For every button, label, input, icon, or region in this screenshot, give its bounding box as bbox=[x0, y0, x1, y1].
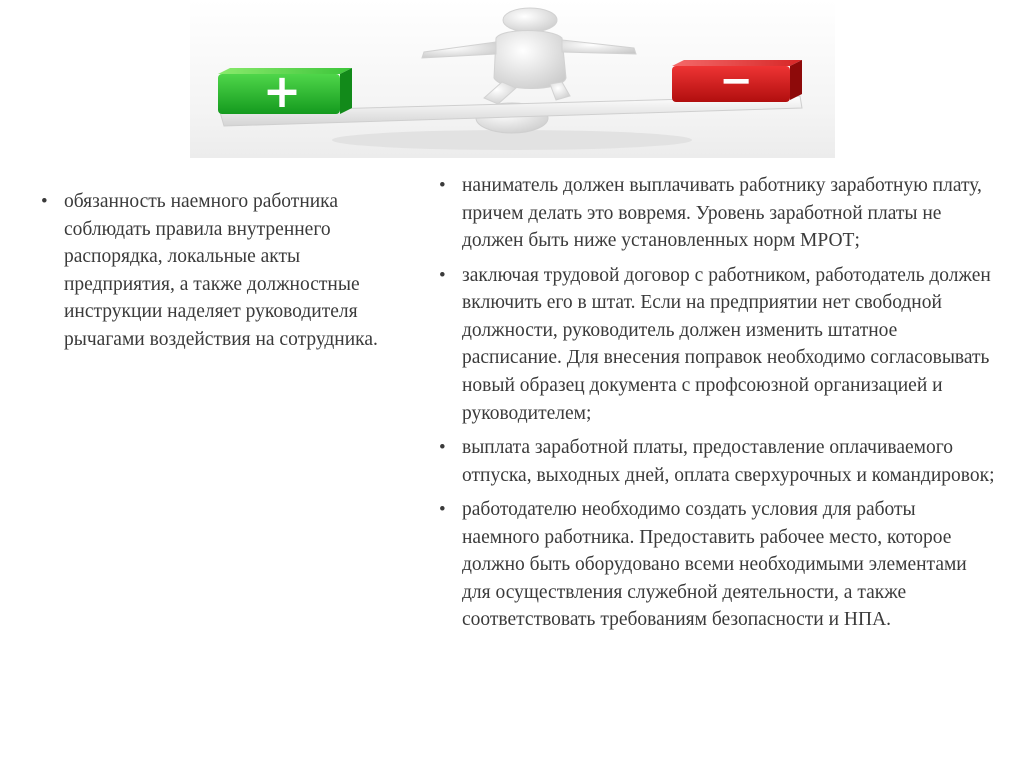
balance-illustration bbox=[190, 0, 835, 158]
person-figure bbox=[422, 8, 636, 104]
list-item-text: работодателю необходимо создать условия для работы наемного работника. Предоставить рабочее место, которое должно быть оборудовано всеми необходимыми элементами для осуществления служебной деятельности, а также соответствовать требованиям безопасности и НПА. bbox=[462, 498, 967, 631]
bullet-icon: • bbox=[439, 436, 446, 458]
plus-block bbox=[218, 64, 352, 118]
plus-symbol: + bbox=[262, 64, 302, 118]
list-item-text: выплата заработной платы, предоставление оплачиваемого отпуска, выходных дней, оплата сверхурочных и командировок; bbox=[462, 436, 995, 486]
right-bullet-list bbox=[436, 172, 996, 641]
list-item bbox=[436, 434, 996, 489]
list-item-text: наниматель должен выплачивать работнику заработную плату, причем делать это вовремя. Уровень заработной платы не должен быть ниже установленных норм МРОТ; bbox=[462, 175, 982, 252]
list-item bbox=[436, 172, 996, 255]
bullet-icon: • bbox=[41, 191, 48, 212]
list-item-text: заключая трудовой договор с работником, работодатель должен включить его в штат. Если на предприятии нет свободной должности, руководитель должен изменить штатное расписание. Для внесения поправок необходимо согласовывать новый образец документа с профсоюзной организацией и руководителем; bbox=[462, 264, 991, 424]
left-bullet-list bbox=[38, 188, 388, 360]
list-item bbox=[436, 496, 996, 634]
bullet-icon: • bbox=[439, 264, 446, 286]
minus-block bbox=[672, 58, 802, 104]
balance-scale-icon bbox=[190, 0, 835, 158]
bullet-icon: • bbox=[439, 175, 446, 196]
minus-symbol: − bbox=[719, 58, 753, 104]
list-item bbox=[436, 262, 996, 428]
list-item-text: обязанность наемного работника соблюдать правила внутреннего распорядка, локальные акты предприятия, а также должностные инструкции наделяет руководителя рычагами воздействия на сотрудника. bbox=[64, 191, 378, 350]
bullet-icon: • bbox=[439, 498, 446, 520]
list-item bbox=[38, 188, 388, 354]
